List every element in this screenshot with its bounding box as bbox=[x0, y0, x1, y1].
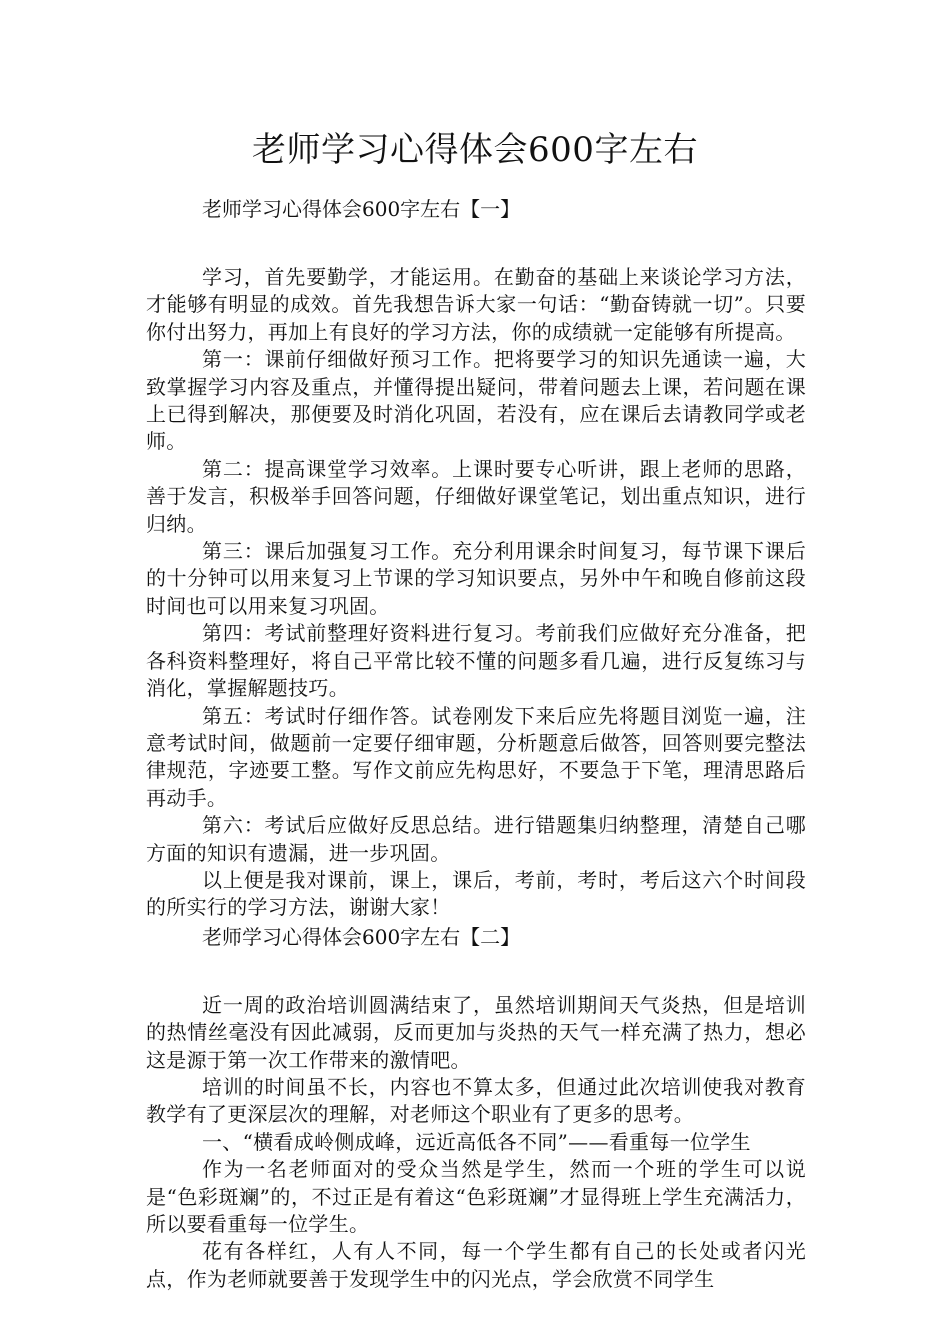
paragraph: 以上便是我对课前，课上，课后，考前，考时，考后这六个时间段的所实行的学习方法，谢谢大家！ bbox=[146, 867, 806, 920]
document-title: 老师学习心得体会600字左右 bbox=[252, 130, 698, 170]
paragraph: 第六：考试后应做好反思总结。进行错题集归纳整理，清楚自己哪方面的知识有遗漏，进一步巩固。 bbox=[146, 813, 806, 865]
paragraph: 第四：考试前整理好资料进行复习。考前我们应做好充分准备，把各科资料整理好，将自己平常比较不懂的问题多看几遍，进行反复练习与消化，掌握解题技巧。 bbox=[146, 621, 806, 701]
paragraph: 近一周的政治培训圆满结束了，虽然培训期间天气炎热，但是培训的热情丝毫没有因此减弱，反而更加与炎热的天气一样充满了热力，想必这是源于第一次工作带来的激情吧。 bbox=[146, 992, 806, 1072]
paragraph: 培训的时间虽不长，内容也不算太多，但通过此次培训使我对教育教学有了更深层次的理解，对老师这个职业有了更多的思考。 bbox=[146, 1074, 806, 1127]
paragraph: 第二：提高课堂学习效率。上课时要专心听讲，跟上老师的思路，善于发言，积极举手回答问题，仔细做好课堂笔记，划出重点知识，进行归纳。 bbox=[146, 456, 806, 536]
paragraph: 第三：课后加强复习工作。充分利用课余时间复习，每节课下课后的十分钟可以用来复习上节课的学习知识要点，另外中午和晚自修前这段时间也可以用来复习巩固。 bbox=[146, 539, 806, 618]
paragraph: 第一：课前仔细做好预习工作。把将要学习的知识先通读一遍，大致掌握学习内容及重点，并懂得提出疑问，带着问题去上课，若问题在课上已得到解决，那便要及时消化巩固，若没有，应在课后去请教同学或老师。 bbox=[146, 347, 806, 454]
section-heading-1: 老师学习心得体会600字左右【一】 bbox=[202, 197, 521, 221]
paragraph: 作为一名老师面对的受众当然是学生，然而一个班的学生可以说是“色彩斑斓”的，不过正是有着这“色彩斑斓”才显得班上学生充满活力，所以要看重每一位学生。 bbox=[146, 1157, 806, 1236]
paragraph: 一、“横看成岭侧成峰，远近高低各不同”——看重每一位学生 bbox=[202, 1129, 751, 1154]
paragraph: 第五：考试时仔细作答。试卷刚发下来后应先将题目浏览一遍，注意考试时间，做题前一定要仔细审题，分析题意后做答，回答则要完整法律规范，字迹要工整。写作文前应先构思好，不要急于下笔，理清思路后再动手。 bbox=[146, 703, 806, 810]
document-body bbox=[146, 194, 806, 1293]
section-spacer bbox=[146, 224, 806, 264]
paragraph: 花有各样红，人有人不同，每一个学生都有自己的长处或者闪光点，作为老师就要善于发现学生中的闪光点，学会欣赏不同学生 bbox=[146, 1239, 806, 1291]
section-spacer bbox=[146, 952, 806, 992]
section-heading-2: 老师学习心得体会600字左右【二】 bbox=[202, 924, 521, 949]
paragraph: 学习，首先要勤学，才能运用。在勤奋的基础上来谈论学习方法，才能够有明显的成效。首先我想告诉大家一句话：“勤奋铸就一切”。只要你付出努力，再加上有良好的学习方法，你的成绩就一定能够有所提高。 bbox=[146, 265, 806, 344]
